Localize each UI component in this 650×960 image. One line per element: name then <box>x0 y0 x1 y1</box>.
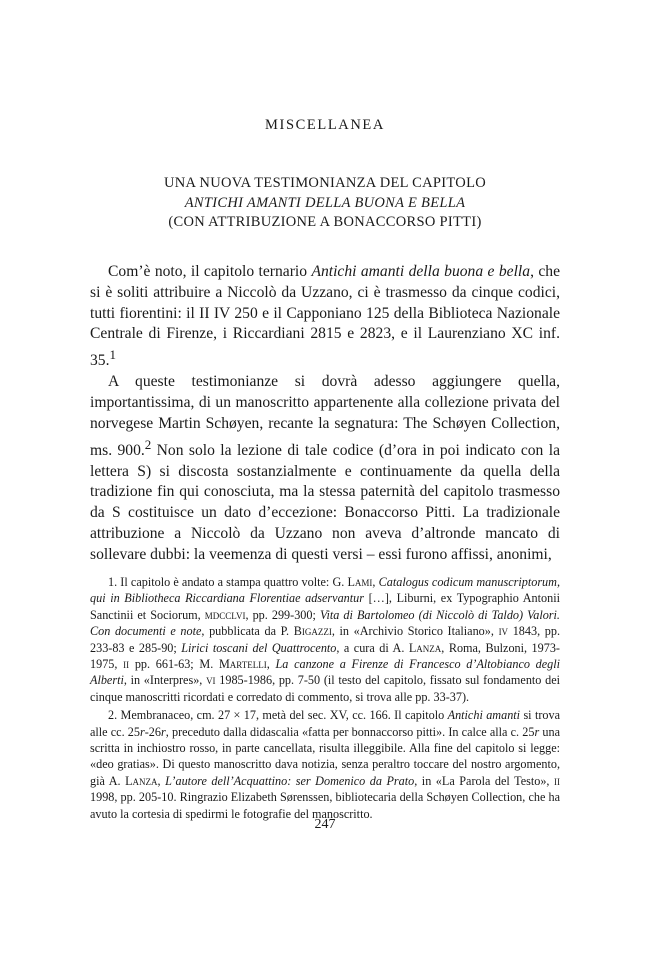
footnote-text: -26 <box>144 724 161 739</box>
author-name: Lanza <box>125 773 158 788</box>
article-title-line-3: (CON ATTRIBUZIONE A BONACCORSO PITTI) <box>168 214 482 230</box>
footnote-text: […], Liburni, ex Typographio Antonii Sanctinii et Sociorum, <box>90 591 560 622</box>
footnote-text: 1843, pp. 233-83 e 285-90; <box>90 624 560 655</box>
footnote-number: 2. <box>108 708 118 723</box>
article-title-line-2: ANTICHI AMANTI DELLA BUONA E BELLA <box>184 194 466 211</box>
article-title-line-1: UNA NUOVA TESTIMONIANZA DEL CAPITOLO <box>163 175 487 191</box>
author-name: Martelli <box>218 657 267 672</box>
footnote-ref-1: 1 <box>109 347 116 363</box>
body-paragraph-2 <box>90 372 560 565</box>
footnote-text: , pp. 299-300; <box>245 607 320 622</box>
roman-numeral: mdcclvi <box>204 607 246 622</box>
recto-mark: r <box>140 724 145 739</box>
cited-title: Antichi amanti <box>447 708 521 723</box>
section-title: MISCELLANEA <box>265 117 385 133</box>
footnote-text: Il capitolo è andato a stampa quattro volte: G. <box>117 575 348 589</box>
author-name: Bigazzi <box>293 624 332 639</box>
footnote-1 <box>90 574 560 705</box>
footnote-text: si trova alle cc. 25 <box>90 708 560 739</box>
page-number: 247 <box>314 817 336 832</box>
footnote-text: , preceduto dalla didascalia «fatta per bonnaccorso pitti». In calce alla c. 25 <box>165 724 535 739</box>
footnote-text: pp. 661-63; M. <box>129 657 219 672</box>
footnote-text: , <box>266 657 276 672</box>
author-name: Lanza <box>408 640 442 655</box>
footnote-number: 1. <box>108 575 118 589</box>
cited-title: Vita di Bartolomeo (di Niccolò di Taldo) Valori. Con documenti e note <box>90 607 560 639</box>
footnote-text: una scritta in inchiostro rosso, in parte cancellata, risulta illeggibile. Alla fine del capitolo si legge: «deo gratias». Di questo manoscritto dava notizia, senza peraltro toccare del nostro argomento, già A. <box>90 724 560 788</box>
footnote-text: , pubblicata da P. <box>201 624 294 639</box>
cited-title: L’autore dell’Acquattino: ser Domenico da Prato <box>165 773 415 788</box>
body-text-run: A queste testimonianze si dovrà adesso aggiungere quella, importantissima, di un manoscritto appartenente alla collezione privata del norvegese Martin Schøyen, recante la segnatura: The Schøyen Collection, ms. 900. <box>90 373 560 459</box>
footnote-text: , Roma, Bulzoni, 1973-1975, <box>90 640 560 672</box>
body-text-run: Com’è noto, il capitolo ternario <box>108 263 312 280</box>
body-text <box>90 262 560 566</box>
footnote-text: , <box>157 773 166 788</box>
body-text-run: , che si è soliti attribuire a Niccolò da Uzzano, ci è trasmesso da cinque codici, tutti fiorentini: il II IV 250 e il Capponiano 125 della Biblioteca Nazionale Centrale di Firenze, i Riccardiani 2815 e 2823, e il Laurenziano XC inf. 35. <box>90 263 560 370</box>
footnote-text: , in «Interpres», <box>123 673 207 688</box>
roman-numeral: iv <box>498 624 509 639</box>
recto-mark: r <box>534 724 540 739</box>
footnotes <box>90 574 560 824</box>
roman-numeral: ii <box>553 773 560 788</box>
footnote-text: , <box>372 575 379 589</box>
roman-numeral: vi <box>206 673 216 688</box>
footnote-text: 1998, pp. 205-10. Ringrazio Elizabeth Sørenssen, bibliotecaria della Schøyen Collection, che ha avuto la cortesia di spedirmi le fotografie del manoscritto. <box>90 790 560 821</box>
footnote-text: , in «Archivio Storico Italiano», <box>331 624 499 639</box>
work-title: Antichi amanti della buona e bella <box>311 263 531 280</box>
recto-mark: r <box>161 724 166 739</box>
author-name: Lami <box>347 575 373 589</box>
footnote-text: Membranaceo, cm. 27 × 17, metà del sec. XV, cc. 166. Il capitolo <box>117 708 448 723</box>
cited-title: La canzone a Firenze di Francesco d’Altobianco degli Alberti <box>90 657 561 688</box>
footnote-2 <box>90 707 560 822</box>
body-paragraph-1 <box>90 262 560 372</box>
body-text-run: Non solo la lezione di tale codice (d’ora in poi indicato con la lettera S) si discosta sostanzialmente e continuamente da quella della tradizione fin qui conosciuta, ma la stessa paternità del capitolo trasmesso da S costituisce un dato d’eccezione: Bonaccorso Pitti. La tradizionale attribuzione a Niccolò da Uzzano non aveva d’altronde mancato di sollevare dubbi: la veemenza di questi versi – essi furono affissi, anonimi, <box>90 441 560 563</box>
footnote-ref-2: 2 <box>144 436 152 452</box>
article-title <box>90 174 560 233</box>
footnote-text: , in «La Parola del Testo», <box>414 773 554 788</box>
footnote-text: 1985-1986, pp. 7-50 (il testo del capitolo, fissato sul fondamento dei cinque manoscritti ricordati e corredato di commento, si trova alle pp. 33-37). <box>90 673 560 704</box>
footnote-text: , a cura di A. <box>336 640 409 655</box>
cited-title: Catalogus codicum manuscriptorum, qui in Bibliotheca Riccardiana Florentiae adservantur <box>90 575 560 606</box>
cited-title: Lirici toscani del Quattrocento <box>181 640 337 655</box>
roman-numeral: ii <box>123 657 130 672</box>
